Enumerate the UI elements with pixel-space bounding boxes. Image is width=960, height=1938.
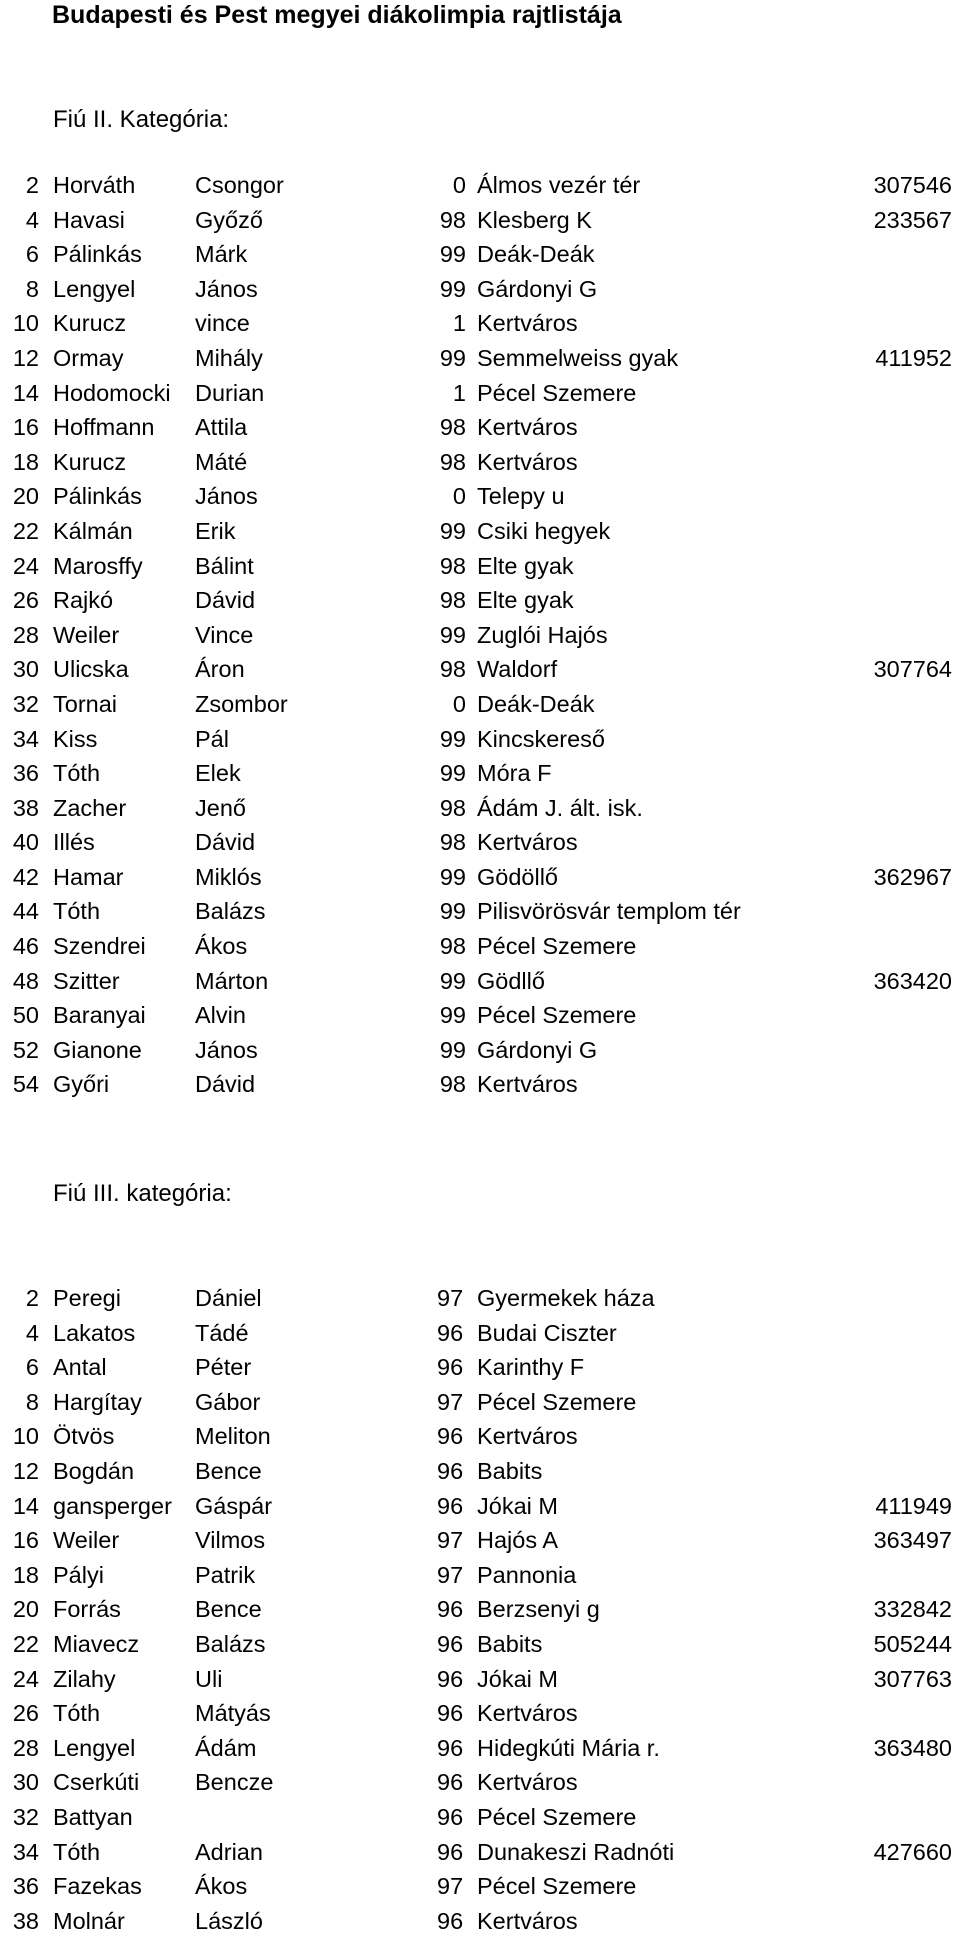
school-cell: Gárdonyi G [477, 275, 598, 302]
first-name-cell: Bence [195, 1457, 262, 1484]
table-row [0, 722, 960, 757]
first-name-cell: Jenő [195, 794, 246, 821]
first-name-cell: Gábor [195, 1388, 261, 1415]
first-name-cell: Dávid [195, 829, 256, 856]
code-cell: 307764 [873, 656, 952, 683]
rank-cell: 54 [12, 1071, 39, 1098]
first-name-cell: Vilmos [195, 1527, 266, 1554]
first-name-cell: Ákos [195, 933, 248, 960]
school-cell: Pécel Szemere [477, 1002, 637, 1029]
last-name-cell: Tóth [53, 760, 101, 787]
rank-cell: 10 [12, 1423, 39, 1450]
table-row [0, 1800, 960, 1835]
table-row [0, 514, 960, 549]
first-name-cell: Bálint [195, 552, 254, 579]
last-name-cell: Rajkó [53, 587, 114, 614]
last-name-cell: Kiss [53, 725, 98, 752]
birth-year-cell: 96 [437, 1665, 464, 1692]
first-name-cell: Dániel [195, 1285, 262, 1311]
school-cell: Kertváros [477, 310, 578, 337]
birth-year-cell: 99 [439, 725, 466, 752]
last-name-cell: Molnár [53, 1907, 125, 1934]
birth-year-cell: 96 [437, 1492, 464, 1519]
last-name-cell: Bogdán [53, 1457, 135, 1484]
first-name-cell: Alvin [195, 1002, 246, 1029]
table-row [0, 1869, 960, 1904]
table-row [0, 1696, 960, 1731]
rank-cell: 52 [12, 1036, 39, 1063]
school-cell: Waldorf [477, 656, 558, 683]
first-name-cell: Zsombor [195, 690, 288, 717]
table-row [0, 1067, 960, 1102]
rank-cell: 6 [25, 241, 39, 268]
first-name-cell: Attila [195, 414, 248, 441]
rank-cell: 16 [12, 414, 39, 441]
category-heading-fiu-iii: Fiú III. kategória: [53, 1180, 232, 1207]
school-cell: Babits [477, 1457, 543, 1484]
school-cell: Ádám J. ált. isk. [477, 794, 643, 821]
table-row [0, 1765, 960, 1800]
rank-cell: 50 [12, 1002, 39, 1029]
last-name-cell: Kurucz [53, 310, 127, 337]
results-table-fiu-ii [0, 168, 960, 1102]
first-name-cell: Adrian [195, 1838, 263, 1865]
code-cell: 411949 [875, 1492, 952, 1519]
table-row [0, 1385, 960, 1420]
school-cell: Kertváros [477, 1423, 578, 1450]
table-row [0, 445, 960, 480]
table-row [0, 998, 960, 1033]
table-row [0, 1627, 960, 1662]
first-name-cell: Márk [195, 241, 248, 268]
birth-year-cell: 97 [437, 1388, 464, 1415]
table-row [0, 1835, 960, 1870]
birth-year-cell: 0 [452, 172, 466, 198]
first-name-cell: Vince [195, 621, 254, 648]
rank-cell: 34 [12, 725, 39, 752]
first-name-cell: Bence [195, 1596, 262, 1623]
last-name-cell: Hamar [53, 863, 124, 890]
last-name-cell: Hoffmann [53, 414, 155, 441]
school-cell: Berzsenyi g [477, 1596, 600, 1623]
table-row [0, 791, 960, 826]
last-name-cell: Szitter [53, 967, 120, 994]
school-cell: Csiki hegyek [477, 517, 611, 544]
table-row [0, 687, 960, 722]
birth-year-cell: 96 [437, 1630, 464, 1657]
school-cell: Kertváros [477, 1700, 578, 1727]
school-cell: Jókai M [477, 1665, 558, 1692]
rank-cell: 14 [12, 379, 39, 406]
birth-year-cell: 99 [439, 863, 466, 890]
last-name-cell: Fazekas [53, 1873, 142, 1900]
school-cell: Pannonia [477, 1561, 577, 1588]
birth-year-cell: 99 [439, 1002, 466, 1029]
first-name-cell: Dávid [195, 587, 256, 614]
rank-cell: 32 [12, 690, 39, 717]
first-name-cell: Meliton [195, 1423, 271, 1450]
birth-year-cell: 96 [437, 1354, 464, 1381]
table-row [0, 306, 960, 341]
first-name-cell: Mátyás [195, 1700, 271, 1727]
rank-cell: 16 [12, 1527, 39, 1554]
rank-cell: 18 [12, 448, 39, 475]
rank-cell: 20 [12, 483, 39, 510]
school-cell: Zuglói Hajós [477, 621, 608, 648]
school-cell: Pécel Szemere [477, 1873, 637, 1900]
first-name-cell: Tádé [195, 1319, 249, 1346]
rank-cell: 24 [12, 1665, 39, 1692]
school-cell: Deák-Deák [477, 241, 595, 268]
first-name-cell: Bencze [195, 1769, 274, 1796]
table-row [0, 1033, 960, 1068]
table-row [0, 1904, 960, 1938]
birth-year-cell: 96 [437, 1700, 464, 1727]
rank-cell: 22 [12, 1630, 39, 1657]
first-name-cell: Márton [195, 967, 269, 994]
table-row [0, 860, 960, 895]
birth-year-cell: 96 [437, 1457, 464, 1484]
first-name-cell: János [195, 1036, 258, 1063]
results-table-fiu-iii [0, 1281, 960, 1938]
last-name-cell: Havasi [53, 206, 125, 233]
last-name-cell: Lengyel [53, 275, 136, 302]
birth-year-cell: 97 [437, 1873, 464, 1900]
last-name-cell: Zacher [53, 794, 127, 821]
birth-year-cell: 98 [439, 206, 466, 233]
code-cell: 362967 [873, 863, 952, 890]
code-cell: 332842 [873, 1596, 952, 1623]
last-name-cell: Pálinkás [53, 241, 142, 268]
birth-year-cell: 98 [439, 587, 466, 614]
table-row [0, 1350, 960, 1385]
rank-cell: 2 [25, 172, 39, 198]
code-cell: 363420 [873, 967, 952, 994]
last-name-cell: Pályi [53, 1561, 104, 1588]
birth-year-cell: 99 [439, 967, 466, 994]
last-name-cell: Antal [53, 1354, 107, 1381]
birth-year-cell: 0 [452, 483, 466, 510]
school-cell: Kertváros [477, 1769, 578, 1796]
first-name-cell: László [195, 1907, 263, 1934]
rank-cell: 26 [12, 1700, 39, 1727]
table-row [0, 1489, 960, 1524]
code-cell: 505244 [873, 1630, 952, 1657]
school-cell: Pécel Szemere [477, 933, 637, 960]
last-name-cell: Peregi [53, 1285, 121, 1311]
birth-year-cell: 99 [439, 275, 466, 302]
school-cell: Karinthy F [477, 1354, 585, 1381]
birth-year-cell: 96 [437, 1838, 464, 1865]
rank-cell: 42 [12, 863, 39, 890]
table-row [0, 237, 960, 272]
first-name-cell: Dávid [195, 1071, 256, 1098]
rank-cell: 36 [12, 760, 39, 787]
rank-cell: 20 [12, 1596, 39, 1623]
school-cell: Pécel Szemere [477, 1388, 637, 1415]
birth-year-cell: 96 [437, 1907, 464, 1934]
code-cell: 363480 [873, 1734, 952, 1761]
table-row [0, 583, 960, 618]
rank-cell: 46 [12, 933, 39, 960]
table-row [0, 1558, 960, 1593]
last-name-cell: Győri [53, 1071, 110, 1098]
first-name-cell: Áron [195, 656, 245, 683]
school-cell: Álmos vezér tér [477, 172, 641, 198]
table-row [0, 1523, 960, 1558]
school-cell: Semmelweiss gyak [477, 344, 679, 371]
last-name-cell: Lakatos [53, 1319, 136, 1346]
last-name-cell: gansperger [53, 1492, 172, 1519]
school-cell: Pilisvörösvár templom tér [477, 898, 741, 925]
last-name-cell: Tóth [53, 1838, 101, 1865]
birth-year-cell: 98 [439, 448, 466, 475]
last-name-cell: Hargítay [53, 1388, 142, 1415]
table-row [0, 203, 960, 238]
birth-year-cell: 1 [452, 379, 466, 406]
last-name-cell: Marosffy [53, 552, 143, 579]
first-name-cell: Balázs [195, 1630, 266, 1657]
code-cell: 427660 [873, 1838, 952, 1865]
table-row [0, 168, 960, 203]
school-cell: Kertváros [477, 1907, 578, 1934]
table-row [0, 894, 960, 929]
last-name-cell: Weiler [53, 1527, 120, 1554]
table-row [0, 1592, 960, 1627]
last-name-cell: Ötvös [53, 1423, 115, 1450]
school-cell: Gárdonyi G [477, 1036, 598, 1063]
birth-year-cell: 98 [439, 414, 466, 441]
school-cell: Kertváros [477, 829, 578, 856]
first-name-cell: Balázs [195, 898, 266, 925]
school-cell: Kertváros [477, 1071, 578, 1098]
rank-cell: 22 [12, 517, 39, 544]
school-cell: Pécel Szemere [477, 379, 637, 406]
first-name-cell: Ákos [195, 1873, 248, 1900]
birth-year-cell: 99 [439, 241, 466, 268]
code-cell: 233567 [873, 206, 952, 233]
rank-cell: 4 [25, 1319, 39, 1346]
last-name-cell: Illés [53, 829, 95, 856]
birth-year-cell: 99 [439, 621, 466, 648]
first-name-cell: Győző [195, 206, 263, 233]
birth-year-cell: 99 [439, 760, 466, 787]
table-row [0, 341, 960, 376]
first-name-cell: Miklós [195, 863, 262, 890]
school-cell: Kertváros [477, 414, 578, 441]
rank-cell: 48 [12, 967, 39, 994]
first-name-cell: János [195, 483, 258, 510]
first-name-cell: Ádám [195, 1734, 257, 1761]
last-name-cell: Tóth [53, 1700, 101, 1727]
table-row [0, 652, 960, 687]
rank-cell: 32 [12, 1803, 39, 1830]
last-name-cell: Forrás [53, 1596, 121, 1623]
birth-year-cell: 98 [439, 656, 466, 683]
first-name-cell: Máté [195, 448, 248, 475]
table-row [0, 1662, 960, 1697]
document-title: Budapesti és Pest megyei diákolimpia rajtlistája [52, 1, 622, 29]
rank-cell: 14 [12, 1492, 39, 1519]
table-row [0, 964, 960, 999]
school-cell: Móra F [477, 760, 552, 787]
school-cell: Pécel Szemere [477, 1803, 637, 1830]
rank-cell: 34 [12, 1838, 39, 1865]
rank-cell: 30 [12, 656, 39, 683]
first-name-cell: Elek [195, 760, 241, 787]
code-cell: 307546 [873, 172, 952, 198]
school-cell: Kincskereső [477, 725, 605, 752]
last-name-cell: Kurucz [53, 448, 127, 475]
last-name-cell: Hodomocki [53, 379, 171, 406]
first-name-cell: Csongor [195, 172, 284, 198]
first-name-cell: Pál [195, 725, 229, 752]
school-cell: Hajós A [477, 1527, 558, 1554]
birth-year-cell: 96 [437, 1769, 464, 1796]
last-name-cell: Lengyel [53, 1734, 136, 1761]
table-row [0, 376, 960, 411]
rank-cell: 38 [12, 794, 39, 821]
school-cell: Budai Ciszter [477, 1319, 617, 1346]
birth-year-cell: 97 [437, 1527, 464, 1554]
rank-cell: 12 [12, 1457, 39, 1484]
birth-year-cell: 98 [439, 829, 466, 856]
first-name-cell: Uli [195, 1665, 223, 1692]
last-name-cell: Gianone [53, 1036, 142, 1063]
rank-cell: 26 [12, 587, 39, 614]
table-row [0, 272, 960, 307]
last-name-cell: Cserkúti [53, 1769, 140, 1796]
last-name-cell: Pálinkás [53, 483, 142, 510]
table-row [0, 825, 960, 860]
first-name-cell: Patrik [195, 1561, 256, 1588]
table-row [0, 1731, 960, 1766]
table-row [0, 479, 960, 514]
rank-cell: 8 [25, 1388, 39, 1415]
rank-cell: 18 [12, 1561, 39, 1588]
birth-year-cell: 96 [437, 1803, 464, 1830]
code-cell: 411952 [875, 344, 952, 371]
table-row [0, 549, 960, 584]
code-cell: 307763 [873, 1665, 952, 1692]
last-name-cell: Tornai [53, 690, 118, 717]
table-row [0, 1281, 960, 1316]
birth-year-cell: 99 [439, 898, 466, 925]
table-row [0, 410, 960, 445]
school-cell: Kertváros [477, 448, 578, 475]
rank-cell: 2 [25, 1285, 39, 1311]
school-cell: Deák-Deák [477, 690, 595, 717]
code-cell: 363497 [873, 1527, 952, 1554]
birth-year-cell: 98 [439, 933, 466, 960]
table-row [0, 1419, 960, 1454]
last-name-cell: Weiler [53, 621, 120, 648]
rank-cell: 28 [12, 621, 39, 648]
rank-cell: 10 [12, 310, 39, 337]
birth-year-cell: 96 [437, 1423, 464, 1450]
last-name-cell: Battyan [53, 1803, 133, 1830]
birth-year-cell: 98 [439, 552, 466, 579]
rank-cell: 38 [12, 1907, 39, 1934]
birth-year-cell: 0 [452, 690, 466, 717]
table-row [0, 929, 960, 964]
rank-cell: 4 [25, 206, 39, 233]
last-name-cell: Ormay [53, 344, 124, 371]
rank-cell: 30 [12, 1769, 39, 1796]
last-name-cell: Tóth [53, 898, 101, 925]
first-name-cell: Péter [195, 1354, 252, 1381]
school-cell: Dunakeszi Radnóti [477, 1838, 675, 1865]
first-name-cell: Mihály [195, 344, 263, 371]
birth-year-cell: 99 [439, 1036, 466, 1063]
last-name-cell: Ulicska [53, 656, 129, 683]
birth-year-cell: 98 [439, 1071, 466, 1098]
last-name-cell: Horváth [53, 172, 136, 198]
last-name-cell: Zilahy [53, 1665, 116, 1692]
birth-year-cell: 96 [437, 1734, 464, 1761]
first-name-cell: János [195, 275, 258, 302]
first-name-cell: Durian [195, 379, 265, 406]
school-cell: Telepy u [477, 483, 565, 510]
school-cell: Gyermekek háza [477, 1285, 655, 1311]
birth-year-cell: 1 [452, 310, 466, 337]
birth-year-cell: 99 [439, 344, 466, 371]
birth-year-cell: 98 [439, 794, 466, 821]
school-cell: Hidegkúti Mária r. [477, 1734, 660, 1761]
first-name-cell: Erik [195, 517, 236, 544]
table-row [0, 1316, 960, 1351]
rank-cell: 36 [12, 1873, 39, 1900]
last-name-cell: Baranyai [53, 1002, 146, 1029]
last-name-cell: Miavecz [53, 1630, 140, 1657]
rank-cell: 12 [12, 344, 39, 371]
rank-cell: 44 [12, 898, 39, 925]
school-cell: Gödöllő [477, 863, 558, 890]
rank-cell: 28 [12, 1734, 39, 1761]
rank-cell: 6 [25, 1354, 39, 1381]
school-cell: Elte gyak [477, 552, 574, 579]
table-row [0, 756, 960, 791]
last-name-cell: Szendrei [53, 933, 146, 960]
birth-year-cell: 97 [437, 1561, 464, 1588]
school-cell: Jókai M [477, 1492, 558, 1519]
first-name-cell: Gáspár [195, 1492, 273, 1519]
school-cell: Gödllő [477, 967, 545, 994]
rank-cell: 24 [12, 552, 39, 579]
school-cell: Elte gyak [477, 587, 574, 614]
category-heading-fiu-ii: Fiú II. Kategória: [53, 106, 230, 133]
birth-year-cell: 97 [437, 1285, 464, 1311]
birth-year-cell: 96 [437, 1596, 464, 1623]
school-cell: Babits [477, 1630, 543, 1657]
school-cell: Klesberg K [477, 206, 592, 233]
table-row [0, 618, 960, 653]
rank-cell: 40 [12, 829, 39, 856]
birth-year-cell: 99 [439, 517, 466, 544]
first-name-cell: vince [195, 310, 250, 337]
birth-year-cell: 96 [437, 1319, 464, 1346]
table-row [0, 1454, 960, 1489]
rank-cell: 8 [25, 275, 39, 302]
last-name-cell: Kálmán [53, 517, 133, 544]
